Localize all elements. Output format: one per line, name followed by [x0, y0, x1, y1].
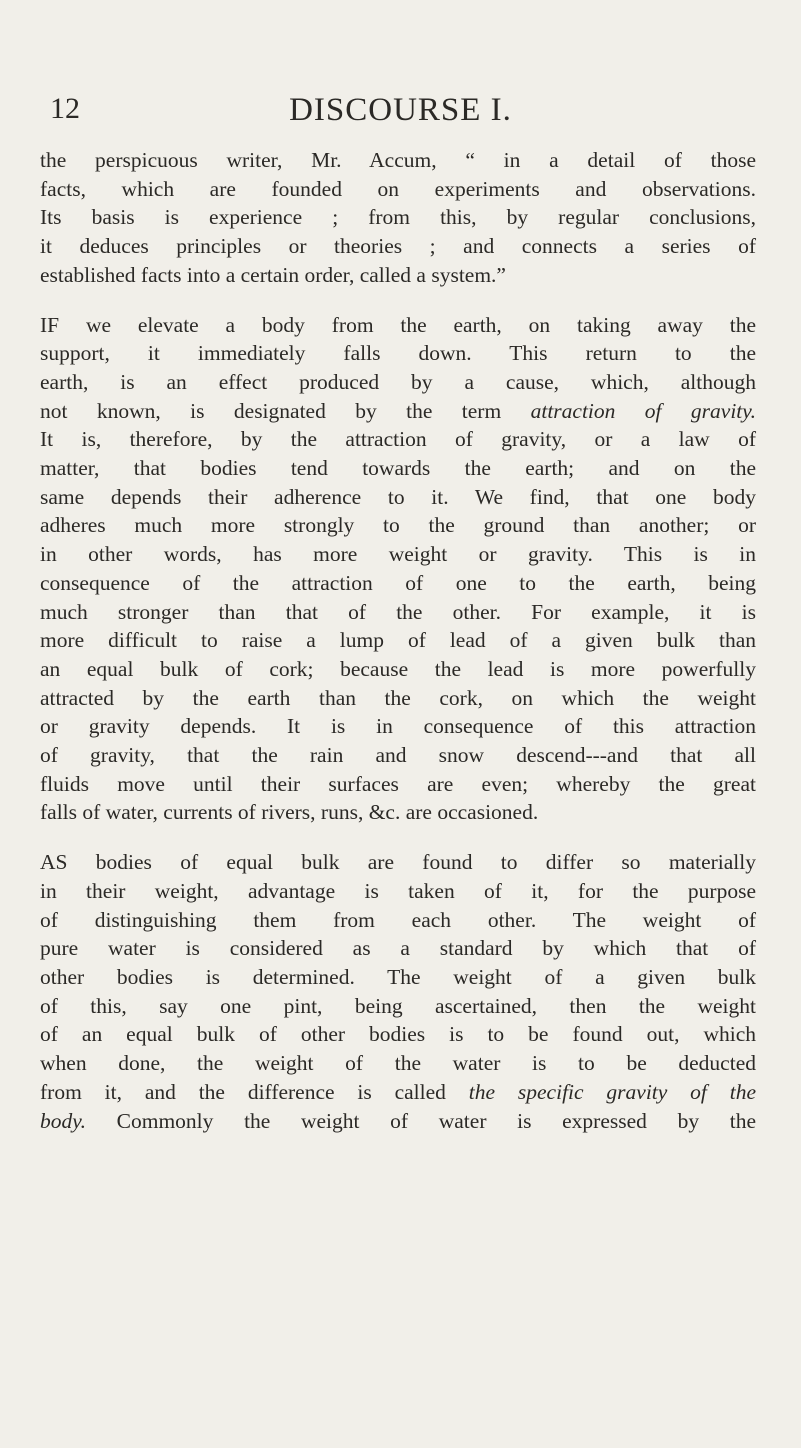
text-line: matter, that bodies tend towards the earth; and on the	[40, 456, 756, 481]
text-line: consequence of the attraction of one to the earth, being	[40, 570, 756, 595]
text-line: in their weight, advantage is taken of it, for the purpose	[40, 878, 756, 903]
text-line: AS bodies of equal bulk are found to differ so materially	[40, 850, 756, 875]
text-line: support, it immediately falls down. This return to the	[40, 341, 756, 366]
text-line: more difficult to raise a lump of lead of a given bulk than	[40, 628, 756, 653]
text-line: Its basis is experience ; from this, by regular conclusions,	[40, 205, 756, 230]
text-line: when done, the weight of the water is to be deducted	[40, 1051, 756, 1076]
text-line: in other words, has more weight or gravity. This is in	[40, 542, 756, 567]
italic-term: the specific gravity of the	[468, 1079, 756, 1104]
text-line: from it, and the difference is called the specific gravity of the	[40, 1079, 756, 1104]
italic-term: body.	[40, 1108, 86, 1133]
text-line: facts, which are founded on experiments and observations.	[40, 176, 756, 201]
text-line: it deduces principles or theories ; and connects a series of	[40, 234, 756, 259]
text-line: same depends their adherence to it. We find, that one body	[40, 484, 756, 509]
italic-term: attraction of gravity.	[530, 398, 756, 423]
text-line: falls of water, currents of rivers, runs, &c. are occasioned.	[40, 800, 539, 825]
text-line: not known, is designated by the term attraction of gravity.	[40, 398, 756, 423]
text-line: of gravity, that the rain and snow descend---and that all	[40, 743, 756, 768]
paragraph-2	[40, 311, 756, 828]
text-line: IF we elevate a body from the earth, on taking away the	[40, 312, 756, 337]
text-line: pure water is considered as a standard by which that of	[40, 936, 756, 961]
paragraph-3	[40, 848, 756, 1135]
page-number: 12	[50, 92, 80, 125]
text-line: attracted by the earth than the cork, on which the weight	[40, 685, 756, 710]
text-line: body. Commonly the weight of water is expressed by the	[40, 1108, 756, 1133]
text-line: much stronger than that of the other. For example, it is	[40, 599, 756, 624]
text-line: It is, therefore, by the attraction of gravity, or a law of	[40, 427, 756, 452]
text-line: established facts into a certain order, called a system.”	[40, 262, 506, 287]
text-line: an equal bulk of cork; because the lead is more powerfully	[40, 656, 756, 681]
text-line: the perspicuous writer, Mr. Accum, “ in a detail of those	[40, 148, 756, 172]
text-line: of an equal bulk of other bodies is to be found out, which	[40, 1022, 756, 1047]
running-head: DISCOURSE I.	[289, 92, 512, 128]
text-line: or gravity depends. It is in consequence of this attraction	[40, 714, 756, 739]
text-line: of distinguishing them from each other. The weight of	[40, 907, 756, 932]
paragraph-1	[40, 146, 756, 290]
text-line: fluids move until their surfaces are even; whereby the great	[40, 771, 756, 796]
text-line: of this, say one pint, being ascertained, then the weight	[40, 993, 756, 1018]
text-line: other bodies is determined. The weight of a given bulk	[40, 964, 756, 989]
page-header	[0, 92, 801, 138]
text-line: earth, is an effect produced by a cause, which, although	[40, 369, 756, 394]
text-line: adheres much more strongly to the ground than another; or	[40, 513, 756, 538]
body-text	[40, 146, 756, 1135]
